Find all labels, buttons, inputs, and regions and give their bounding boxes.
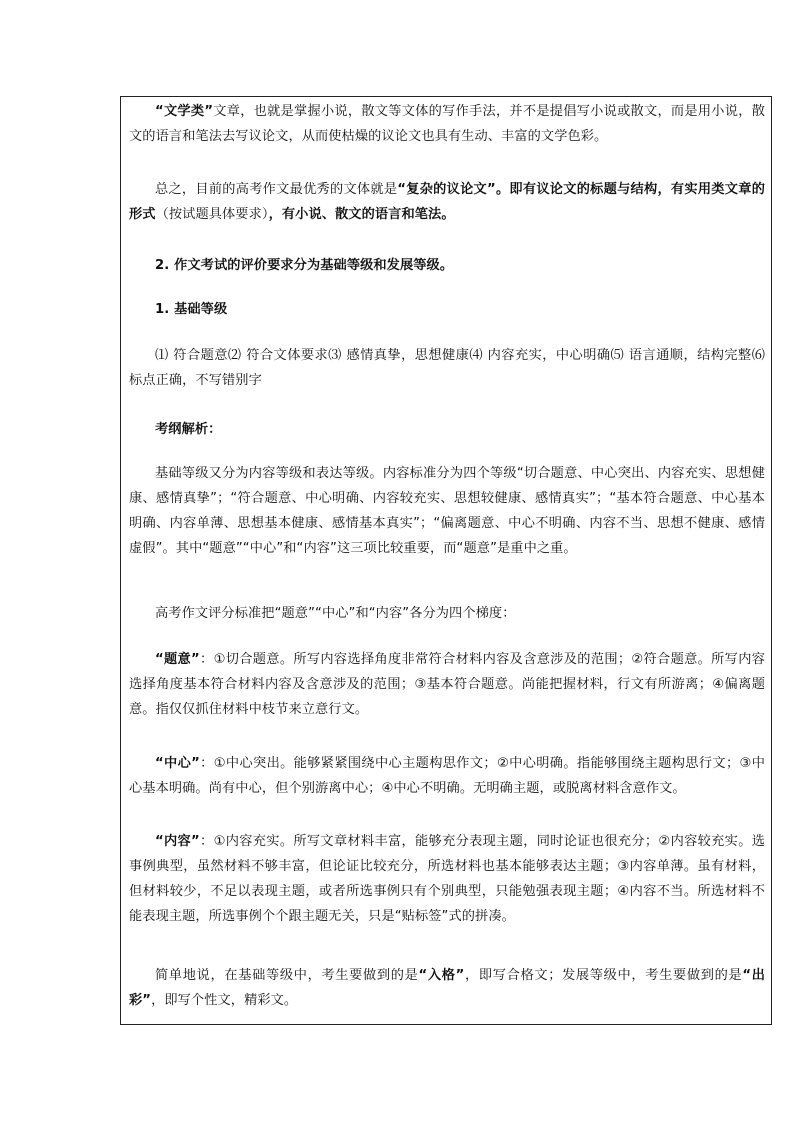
simple-paragraph xyxy=(129,963,765,1013)
zhongxin-text: ：①中心突出。能够紧紧围绕中心主题构思作文；②中心明确。指能够围绕主题构思行文；③中心基本明确。尚有中心，但个别游离中心；④中心不明确。无明确主题，或脱离材料含意作文。 xyxy=(129,756,765,796)
simple-text-3: ，即写个性文，精彩文。 xyxy=(151,993,298,1008)
summary-note: （按试题具体要求） xyxy=(155,207,269,222)
zhongxin-label: “中心” xyxy=(155,756,200,771)
criteria-list: ⑴ 符合题意⑵ 符合文体要求⑶ 感情真挚，思想健康⑷ 内容充实，中心明确⑸ 语言通顺，结构完整⑹ 标点正确，不写错别字 xyxy=(129,348,765,388)
neirong-label: “内容” xyxy=(155,834,200,849)
intro-text: 文章，也就是掌握小说，散文等文体的写作手法，并不是提倡写小说或散文，而是用小说，散文的语言和笔法去写议论文，从而使枯燥的议论文也具有生动、丰富的文学色彩。 xyxy=(129,104,765,144)
zhongxin-paragraph xyxy=(129,751,765,801)
simple-text-1: 简单地说，在基础等级中，考生要做到的是 xyxy=(155,968,419,983)
tiyi-text: ：①切合题意。所写内容选择角度非常符合材料内容及含意涉及的范围；②符合题意。所写内容选择角度基本符合材料内容及含意涉及的范围；③基本符合题意。尚能把握材料，行文有所游离；④偏离题意。指仅仅抓住材料中枝节来立意行文。 xyxy=(129,652,765,717)
tiyi-label: “题意” xyxy=(155,652,200,667)
neirong-text: ：①内容充实。所写文章材料丰富，能够充分表现主题，同时论证也很充分；②内容较充实。选事例典型，虽然材料不够丰富，但论证比较充分，所选材料也基本能够表达主题；③内容单薄。虽有材料，但材料较少，不足以表现主题，或者所选事例只有个别典型，只能勉强表现主题；④内容不当。所选材料不能表现主题，所选事例个个跟主题无关，只是“贴标签”式的拼凑。 xyxy=(129,834,765,924)
neirong-paragraph xyxy=(129,829,765,929)
section-heading-2: 2. 作文考试的评价要求分为基础等级和发展等级。 xyxy=(155,258,454,273)
analysis-heading: 考纲解析： xyxy=(155,422,222,437)
summary-bold-2: ，有小说、散文的语言和笔法。 xyxy=(268,207,455,222)
tiyi-paragraph xyxy=(129,647,765,722)
summary-paragraph xyxy=(129,177,765,227)
section-heading-1: 1. 基础等级 xyxy=(155,302,228,317)
content-frame xyxy=(120,96,772,1025)
gradient-paragraph: 高考作文评分标准把“题意”“中心”和“内容”各分为四个梯度： xyxy=(155,606,516,621)
levels-paragraph: 基础等级又分为内容等级和表达等级。内容标准分为四个等级“切合题意、中心突出、内容充实、思想健康、感情真挚”；“符合题意、中心明确、内容较充实、思想较健康、感情真实”；“基本符合题意、中心基本明确、内容单薄、思想基本健康、感情基本真实”；“偏离题意、中心不明确、内容不当、思想不健康、感情虚假”。其中“题意”“中心”和“内容”这三项比较重要，而“题意”是重中之重。 xyxy=(129,466,765,556)
literary-type-term: “文学类” xyxy=(155,104,214,119)
simple-bold-2: “出彩” xyxy=(129,968,766,1008)
summary-bold-1: “复杂的议论文”。即有议论文的标题与结构，有实用类文章的形式 xyxy=(129,182,765,222)
intro-paragraph xyxy=(129,99,765,149)
simple-text-2: ，即写合格文；发展等级中，考生要做到的是 xyxy=(464,968,743,983)
simple-bold-1: “入格” xyxy=(418,968,465,983)
summary-text: 总之，目前的高考作文最优秀的文体就是 xyxy=(155,182,398,197)
